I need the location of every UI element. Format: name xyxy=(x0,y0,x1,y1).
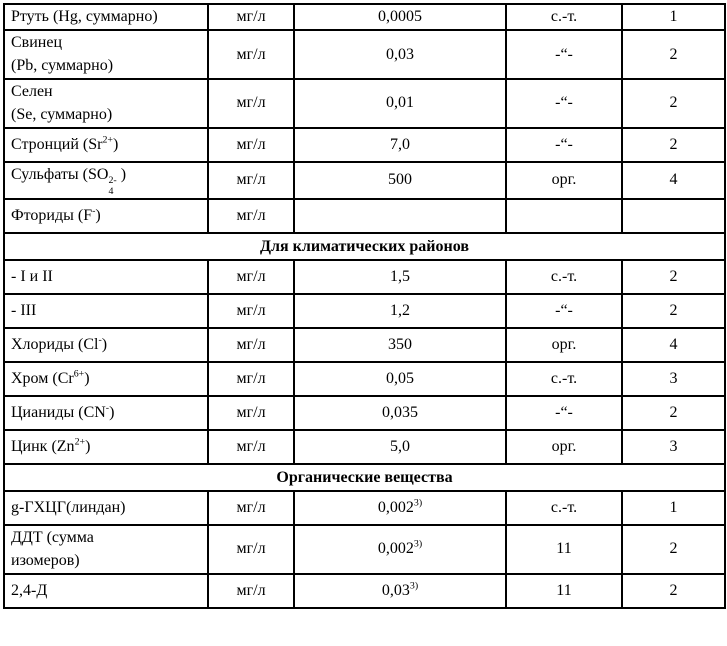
table-row xyxy=(4,294,725,328)
hazard-class-cell: 2 xyxy=(622,525,725,574)
hazard-class-cell: 4 xyxy=(622,328,725,362)
table-row xyxy=(4,525,725,574)
section-header: Органические вещества xyxy=(4,464,725,491)
value-cell: 7,0 xyxy=(294,128,506,162)
table-row xyxy=(4,162,725,199)
substance-cell: Ртуть (Hg, суммарно) xyxy=(4,4,208,30)
unit-cell: мг/л xyxy=(208,128,294,162)
table-row xyxy=(4,430,725,464)
unit-cell: мг/л xyxy=(208,4,294,30)
value-cell xyxy=(294,199,506,233)
unit-cell: мг/л xyxy=(208,328,294,362)
table-row xyxy=(4,396,725,430)
hazard-class-cell: 2 xyxy=(622,574,725,608)
unit-cell: мг/л xyxy=(208,294,294,328)
value-cell: 0,03 xyxy=(294,30,506,79)
hazard-type-cell: -“- xyxy=(506,396,622,430)
hazard-type-cell: -“- xyxy=(506,128,622,162)
table-row xyxy=(4,491,725,525)
substance-cell: - III xyxy=(4,294,208,328)
hazard-class-cell: 2 xyxy=(622,260,725,294)
hazard-type-cell: с.-т. xyxy=(506,362,622,396)
table-row xyxy=(4,260,725,294)
substance-cell: Сульфаты (SO 2- 4 ) xyxy=(4,162,208,199)
unit-cell: мг/л xyxy=(208,525,294,574)
table-row xyxy=(4,79,725,128)
value-cell: 5,0 xyxy=(294,430,506,464)
section-row xyxy=(4,233,725,260)
table-row xyxy=(4,574,725,608)
hazard-class-cell: 2 xyxy=(622,79,725,128)
hazard-type-cell: орг. xyxy=(506,328,622,362)
substance-cell: Стронций $(Sr^{2+})$ xyxy=(4,128,208,162)
value-cell: 1,2 xyxy=(294,294,506,328)
value-cell: 500 xyxy=(294,162,506,199)
substance-cell: Селен (Se, суммарно) xyxy=(4,79,208,128)
hazard-class-cell: 1 xyxy=(622,491,725,525)
substance-cell: Свинец (Pb, суммарно) xyxy=(4,30,208,79)
hazard-type-cell: -“- xyxy=(506,30,622,79)
hazard-type-cell: орг. xyxy=(506,162,622,199)
hazard-class-cell: 2 xyxy=(622,396,725,430)
unit-cell: мг/л xyxy=(208,574,294,608)
substance-cell: Цианиды (CN-) xyxy=(4,396,208,430)
hazard-class-cell: 2 xyxy=(622,128,725,162)
hazard-type-cell: -“- xyxy=(506,294,622,328)
unit-cell: мг/л xyxy=(208,491,294,525)
value-cell: 0,002$^{3)}$ xyxy=(294,525,506,574)
hazard-class-cell: 2 xyxy=(622,294,725,328)
hazard-class-cell: 2 xyxy=(622,30,725,79)
substance-cell: Хром $(Cr^{6+})$ xyxy=(4,362,208,396)
table-row xyxy=(4,199,725,233)
water-standards-table xyxy=(3,3,726,609)
hazard-type-cell: с.-т. xyxy=(506,4,622,30)
section-header: Для климатических районов xyxy=(4,233,725,260)
substance-cell: g-ГХЦГ(линдан) xyxy=(4,491,208,525)
substance-cell: Фториды (F-) xyxy=(4,199,208,233)
unit-cell: мг/л xyxy=(208,430,294,464)
hazard-type-cell: 11 xyxy=(506,525,622,574)
hazard-type-cell: -“- xyxy=(506,79,622,128)
table-row xyxy=(4,4,725,30)
table-row xyxy=(4,328,725,362)
hazard-type-cell: 11 xyxy=(506,574,622,608)
hazard-class-cell: 3 xyxy=(622,430,725,464)
substance-cell: - I и II xyxy=(4,260,208,294)
substance-cell: 2,4-Д xyxy=(4,574,208,608)
hazard-type-cell: орг. xyxy=(506,430,622,464)
unit-cell: мг/л xyxy=(208,162,294,199)
hazard-class-cell: 4 xyxy=(622,162,725,199)
hazard-type-cell: с.-т. xyxy=(506,491,622,525)
substance-cell: Хлориды (Cl-) xyxy=(4,328,208,362)
value-cell: 0,035 xyxy=(294,396,506,430)
table-body xyxy=(4,4,725,608)
value-cell: 0,0005 xyxy=(294,4,506,30)
section-row xyxy=(4,464,725,491)
value-cell: 0,05 xyxy=(294,362,506,396)
substance-cell: ДДТ (сумма изомеров) xyxy=(4,525,208,574)
table-row xyxy=(4,362,725,396)
value-cell: 0,03$^{3)}$ xyxy=(294,574,506,608)
value-cell: 350 xyxy=(294,328,506,362)
unit-cell: мг/л xyxy=(208,396,294,430)
table-row xyxy=(4,30,725,79)
hazard-class-cell: 3 xyxy=(622,362,725,396)
substance-cell: Цинк $(Zn^{2+})$ xyxy=(4,430,208,464)
hazard-class-cell: 1 xyxy=(622,4,725,30)
value-cell: 0,002$^{3)}$ xyxy=(294,491,506,525)
unit-cell: мг/л xyxy=(208,362,294,396)
table-row xyxy=(4,128,725,162)
hazard-type-cell: с.-т. xyxy=(506,260,622,294)
value-cell: 0,01 xyxy=(294,79,506,128)
unit-cell: мг/л xyxy=(208,79,294,128)
hazard-type-cell xyxy=(506,199,622,233)
unit-cell: мг/л xyxy=(208,30,294,79)
hazard-class-cell xyxy=(622,199,725,233)
unit-cell: мг/л xyxy=(208,260,294,294)
value-cell: 1,5 xyxy=(294,260,506,294)
unit-cell: мг/л xyxy=(208,199,294,233)
